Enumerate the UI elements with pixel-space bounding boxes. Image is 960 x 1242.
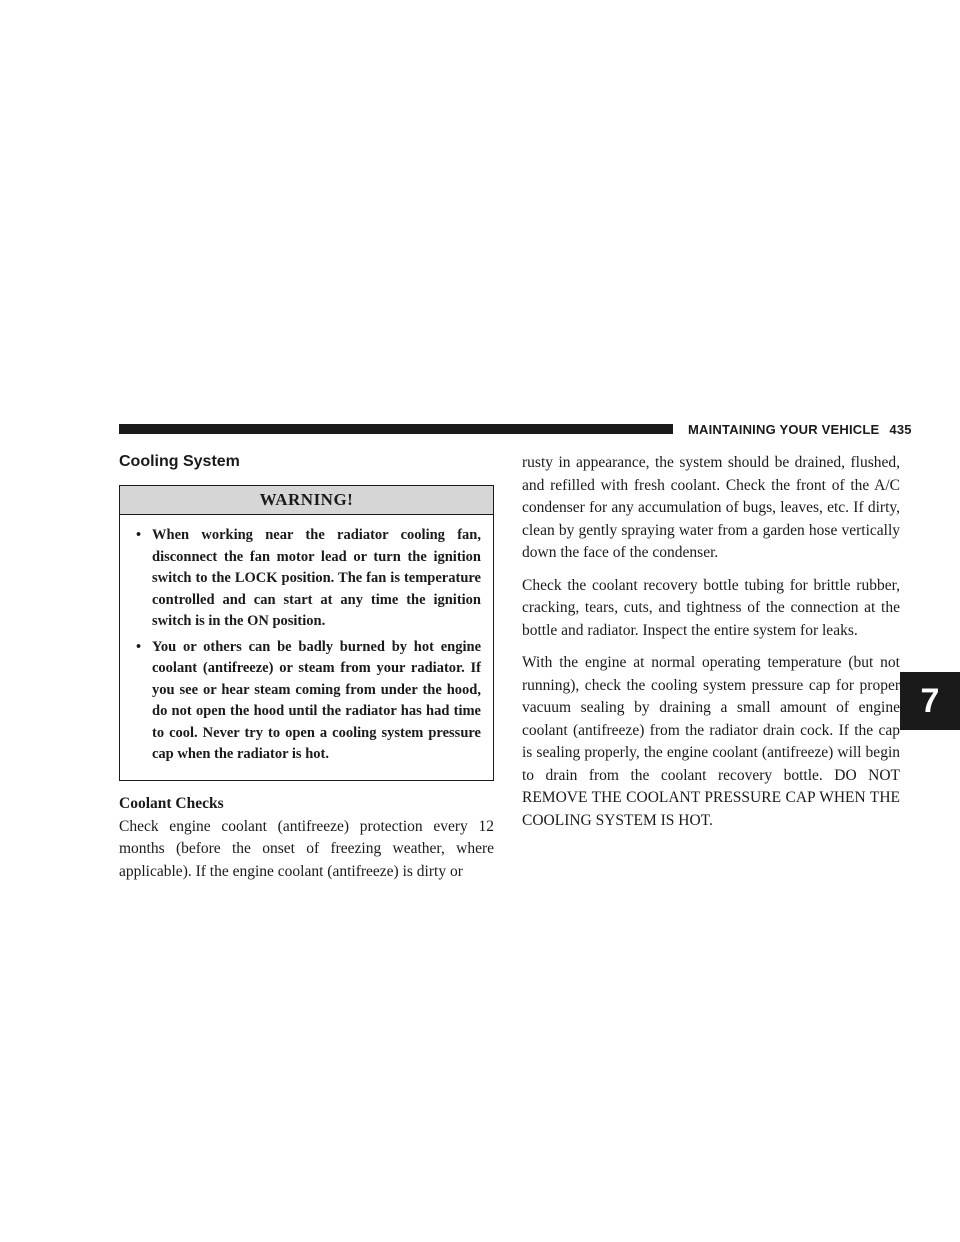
warning-item-text: When working near the radiator cooling fan, disconnect the fan motor lead or turn the ignition switch to the LOCK position. The fan is temperature controlled and can start at any time the ignition switch is in the ON position. bbox=[152, 527, 481, 629]
warning-box bbox=[119, 485, 494, 781]
coolant-checks-heading: Coolant Checks bbox=[119, 794, 224, 812]
bullet-icon: • bbox=[136, 638, 142, 655]
coolant-paragraph: With the engine at normal operating temperature (but not running), check the cooling system pressure cap for proper vacuum sealing by draining a small amount of engine coolant (antifreeze) from the radiator drain cock. If the cap is sealing properly, the engine coolant (antifreeze) will begin to drain from the coolant recovery bottle. DO NOT REMOVE THE COOLANT PRESSURE CAP WHEN THE COOLING SYSTEM IS HOT. bbox=[522, 654, 900, 829]
coolant-paragraph: Check the coolant recovery bottle tubing for brittle rubber, cracking, tears, cuts, and tightness of the connection at the bottle and radiator. Inspect the entire system for leaks. bbox=[522, 576, 900, 639]
coolant-checks-paragraph: Check engine coolant (antifreeze) protection every 12 months (before the onset of freezing weather, where applicable). If the engine coolant (antifreeze) is dirty or bbox=[119, 817, 494, 880]
warning-item-text: You or others can be badly burned by hot engine coolant (antifreeze) or steam from your radiator. If you see or hear steam coming from under the hood, do not open the hood until the radiator has had time to cool. Never try to open a cooling system pressure cap when the radiator is hot. bbox=[152, 638, 481, 762]
warning-list bbox=[120, 515, 493, 780]
right-column bbox=[522, 452, 900, 842]
header-section-title: MAINTAINING YOUR VEHICLE bbox=[688, 422, 880, 437]
bullet-icon: • bbox=[136, 527, 142, 543]
warning-title: WARNING! bbox=[120, 486, 493, 515]
warning-item bbox=[132, 637, 481, 766]
page-number: 435 bbox=[889, 422, 912, 437]
left-column bbox=[119, 452, 494, 893]
coolant-paragraph: rusty in appearance, the system should be drained, flushed, and refilled with fresh coolant. Check the front of the A/C condenser for any accumulation of bugs, leaves, etc. If dirty, clean by gently spraying water from a garden hose vertically down the face of the condenser. bbox=[522, 454, 900, 561]
section-title: Cooling System bbox=[119, 453, 240, 470]
header-rule bbox=[119, 424, 673, 434]
chapter-tab: 7 bbox=[900, 672, 960, 730]
running-header bbox=[688, 422, 912, 437]
warning-item bbox=[132, 525, 481, 633]
